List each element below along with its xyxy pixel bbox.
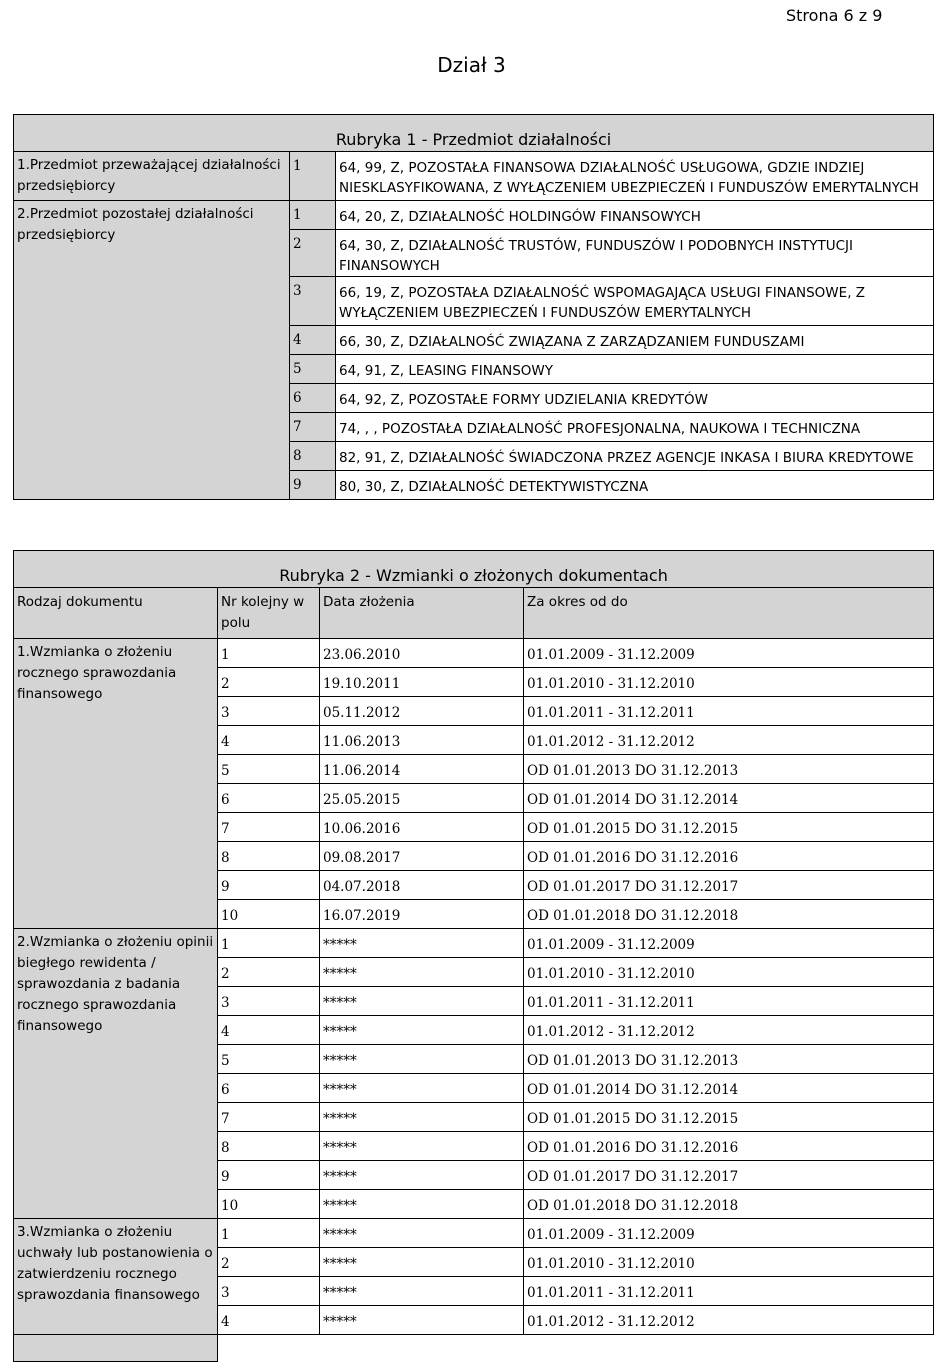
period: OD 01.01.2018 DO 31.12.2018 [524, 900, 934, 929]
sequence-number: 4 [218, 726, 320, 755]
rubryka-1-title: Rubryka 1 - Przedmiot działalności [14, 115, 934, 152]
filing-date: 19.10.2011 [320, 668, 524, 697]
filing-date: 25.05.2015 [320, 784, 524, 813]
filing-date: ***** [320, 1190, 524, 1219]
column-header-sequence-number: Nr kolejny w polu [218, 588, 320, 639]
activity-number: 1 [290, 152, 336, 201]
column-header-filing-date: Data złożenia [320, 588, 524, 639]
activity-number: 3 [290, 277, 336, 326]
filing-date: 16.07.2019 [320, 900, 524, 929]
sequence-number: 1 [218, 639, 320, 668]
sequence-number: 1 [218, 929, 320, 958]
filing-date: 04.07.2018 [320, 871, 524, 900]
activity-group-label: 1.Przedmiot przeważającej działalności przedsiębiorcy [14, 152, 290, 201]
period: OD 01.01.2016 DO 31.12.2016 [524, 842, 934, 871]
period: OD 01.01.2018 DO 31.12.2018 [524, 1190, 934, 1219]
activity-description: 74, , , POZOSTAŁA DZIAŁALNOŚĆ PROFESJONALNA, NAUKOWA I TECHNICZNA [336, 413, 934, 442]
sequence-number: 5 [218, 755, 320, 784]
table-row [14, 152, 934, 201]
period: OD 01.01.2015 DO 31.12.2015 [524, 1103, 934, 1132]
activity-number: 8 [290, 442, 336, 471]
activity-description: 64, 99, Z, POZOSTAŁA FINANSOWA DZIAŁALNOŚĆ USŁUGOWA, GDZIE INDZIEJ NIESKLASYFIKOWANA, Z WYŁĄCZENIEM UBEZPIECZEŃ I FUNDUSZÓW EMERYTALNYCH [336, 152, 934, 201]
sequence-number: 7 [218, 813, 320, 842]
filing-date: ***** [320, 929, 524, 958]
sequence-number: 8 [218, 842, 320, 871]
activity-description: 82, 91, Z, DZIAŁALNOŚĆ ŚWIADCZONA PRZEZ AGENCJE INKASA I BIURA KREDYTOWE [336, 442, 934, 471]
document-type-label: 2.Wzmianka o złożeniu opinii biegłego rewidenta / sprawozdania z badania rocznego sprawozdania finansowego [14, 929, 218, 1219]
activity-description: 80, 30, Z, DZIAŁALNOŚĆ DETEKTYWISTYCZNA [336, 471, 934, 500]
filing-date: 09.08.2017 [320, 842, 524, 871]
period: OD 01.01.2017 DO 31.12.2017 [524, 871, 934, 900]
sequence-number: 1 [218, 1219, 320, 1248]
sequence-number: 2 [218, 958, 320, 987]
sequence-number: 4 [218, 1016, 320, 1045]
column-header-document-type: Rodzaj dokumentu [14, 588, 218, 639]
period: 01.01.2009 - 31.12.2009 [524, 1219, 934, 1248]
table-row [14, 639, 934, 668]
period: 01.01.2009 - 31.12.2009 [524, 639, 934, 668]
rubryka-2-title: Rubryka 2 - Wzmianki o złożonych dokumentach [14, 551, 934, 588]
period: OD 01.01.2013 DO 31.12.2013 [524, 755, 934, 784]
period: OD 01.01.2017 DO 31.12.2017 [524, 1161, 934, 1190]
period: 01.01.2010 - 31.12.2010 [524, 1248, 934, 1277]
activity-description: 64, 30, Z, DZIAŁALNOŚĆ TRUSTÓW, FUNDUSZÓW I PODOBNYCH INSTYTUCJI FINANSOWYCH [336, 230, 934, 277]
continuation-label-cell [14, 1335, 218, 1362]
filing-date: ***** [320, 1045, 524, 1074]
filing-date: ***** [320, 1248, 524, 1277]
period: 01.01.2012 - 31.12.2012 [524, 1016, 934, 1045]
period: 01.01.2011 - 31.12.2011 [524, 1277, 934, 1306]
sequence-number: 10 [218, 1190, 320, 1219]
sequence-number: 6 [218, 1074, 320, 1103]
period: OD 01.01.2013 DO 31.12.2013 [524, 1045, 934, 1074]
sequence-number: 6 [218, 784, 320, 813]
activity-description: 66, 19, Z, POZOSTAŁA DZIAŁALNOŚĆ WSPOMAGAJĄCA USŁUGI FINANSOWE, Z WYŁĄCZENIEM UBEZPIECZEŃ I FUNDUSZÓW EMERYTALNYCH [336, 277, 934, 326]
filing-date: ***** [320, 1074, 524, 1103]
table-row [14, 1219, 934, 1248]
sequence-number: 3 [218, 987, 320, 1016]
period: 01.01.2010 - 31.12.2010 [524, 668, 934, 697]
filing-date: 23.06.2010 [320, 639, 524, 668]
rubryka-2-table [13, 550, 934, 1362]
filing-date: ***** [320, 1306, 524, 1335]
filing-date: ***** [320, 1277, 524, 1306]
period: OD 01.01.2016 DO 31.12.2016 [524, 1132, 934, 1161]
sequence-number: 8 [218, 1132, 320, 1161]
activity-number: 1 [290, 201, 336, 230]
period: 01.01.2012 - 31.12.2012 [524, 726, 934, 755]
period: 01.01.2011 - 31.12.2011 [524, 987, 934, 1016]
column-header-period: Za okres od do [524, 588, 934, 639]
continuation-blank-cell [218, 1335, 934, 1362]
activity-number: 5 [290, 355, 336, 384]
sequence-number: 3 [218, 1277, 320, 1306]
activity-number: 7 [290, 413, 336, 442]
period: 01.01.2009 - 31.12.2009 [524, 929, 934, 958]
filing-date: 10.06.2016 [320, 813, 524, 842]
filing-date: 11.06.2013 [320, 726, 524, 755]
document-type-label: 1.Wzmianka o złożeniu rocznego sprawozdania finansowego [14, 639, 218, 929]
period: 01.01.2012 - 31.12.2012 [524, 1306, 934, 1335]
activity-number: 6 [290, 384, 336, 413]
sequence-number: 9 [218, 871, 320, 900]
page-number: Strona 6 z 9 [786, 6, 883, 25]
activity-number: 9 [290, 471, 336, 500]
sequence-number: 3 [218, 697, 320, 726]
filing-date: ***** [320, 958, 524, 987]
table-row [14, 929, 934, 958]
sequence-number: 4 [218, 1306, 320, 1335]
activity-description: 64, 20, Z, DZIAŁALNOŚĆ HOLDINGÓW FINANSOWYCH [336, 201, 934, 230]
period: OD 01.01.2014 DO 31.12.2014 [524, 1074, 934, 1103]
table-row [14, 201, 934, 230]
filing-date: 05.11.2012 [320, 697, 524, 726]
activity-number: 2 [290, 230, 336, 277]
continuation-row [14, 1335, 934, 1362]
period: OD 01.01.2014 DO 31.12.2014 [524, 784, 934, 813]
filing-date: ***** [320, 1016, 524, 1045]
sequence-number: 9 [218, 1161, 320, 1190]
rubryka-1-table [13, 114, 934, 500]
section-title: Dział 3 [437, 53, 506, 77]
document-type-label: 3.Wzmianka o złożeniu uchwały lub postanowienia o zatwierdzeniu rocznego sprawozdania finansowego [14, 1219, 218, 1335]
period: 01.01.2011 - 31.12.2011 [524, 697, 934, 726]
activity-description: 64, 92, Z, POZOSTAŁE FORMY UDZIELANIA KREDYTÓW [336, 384, 934, 413]
filing-date: ***** [320, 1161, 524, 1190]
sequence-number: 2 [218, 1248, 320, 1277]
filing-date: ***** [320, 987, 524, 1016]
filing-date: 11.06.2014 [320, 755, 524, 784]
period: OD 01.01.2015 DO 31.12.2015 [524, 813, 934, 842]
filing-date: ***** [320, 1103, 524, 1132]
activity-description: 66, 30, Z, DZIAŁALNOŚĆ ZWIĄZANA Z ZARZĄDZANIEM FUNDUSZAMI [336, 326, 934, 355]
period: 01.01.2010 - 31.12.2010 [524, 958, 934, 987]
filing-date: ***** [320, 1132, 524, 1161]
activity-group-label: 2.Przedmiot pozostałej działalności przedsiębiorcy [14, 201, 290, 500]
sequence-number: 2 [218, 668, 320, 697]
sequence-number: 7 [218, 1103, 320, 1132]
filing-date: ***** [320, 1219, 524, 1248]
sequence-number: 5 [218, 1045, 320, 1074]
sequence-number: 10 [218, 900, 320, 929]
activity-description: 64, 91, Z, LEASING FINANSOWY [336, 355, 934, 384]
activity-number: 4 [290, 326, 336, 355]
